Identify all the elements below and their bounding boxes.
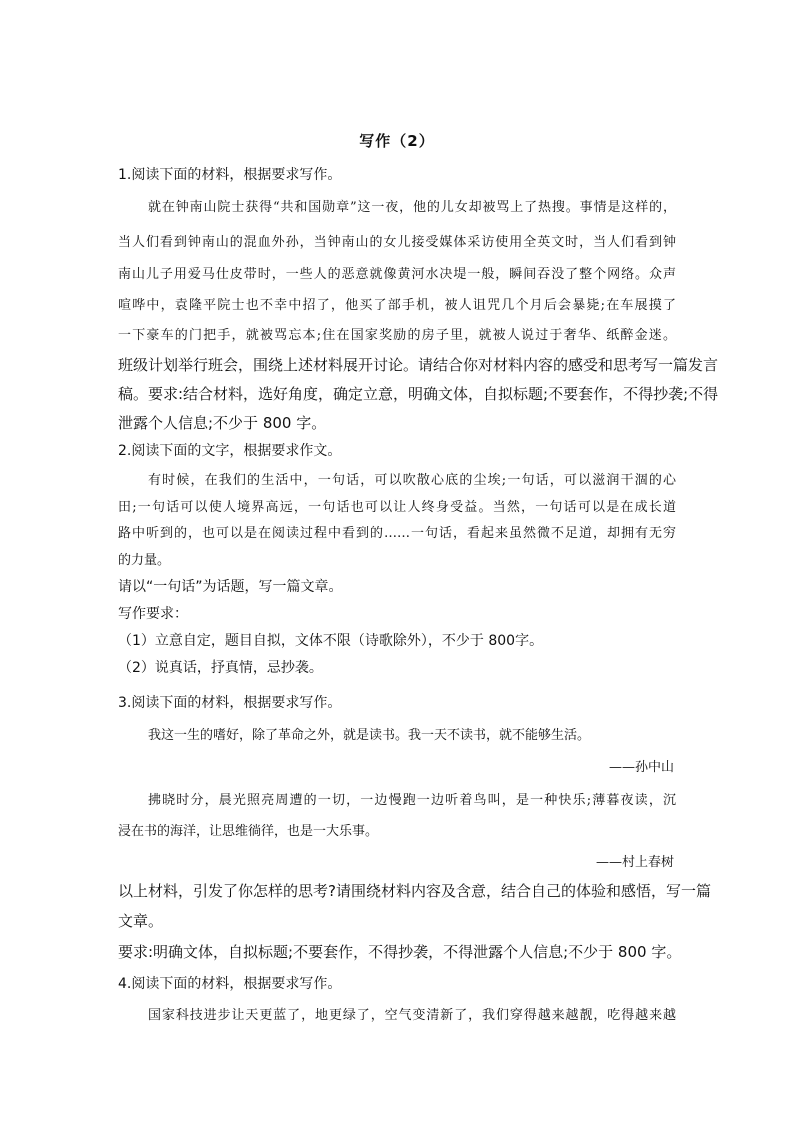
question-1-requirement-line: 班级计划举行班会，围绕上述材料展开讨论。请结合你对材料内容的感受和思考写一篇发言 [118, 356, 719, 374]
question-3-quote: 我这一生的嗜好，除了革命之外，就是读书。我一天不读书，就不能够生活。 [148, 728, 591, 743]
question-2-material-line: 田;一句话可以使人境界高远，一句话也可以让人终身受益。当然，一句话可以是在成长道 [118, 500, 676, 515]
question-1-material-line: 南山儿子用爱马仕皮带时，一些人的恶意就像黄河水决堤一般，瞬间吞没了整个网络。众声 [118, 267, 676, 282]
question-3-requirement-line: 文章。 [118, 912, 164, 930]
question-1-heading: 1.阅读下面的材料，根据要求写作。 [118, 167, 342, 183]
question-2-requirement-line: 写作要求： [118, 606, 188, 622]
question-4-heading: 4.阅读下面的材料，根据要求写作。 [118, 976, 342, 992]
question-1-material-line: 喧哗中，袁隆平院士也不幸中招了，他买了部手机，被人诅咒几个月后会暴毙;在车展摸了 [118, 298, 676, 313]
question-1-requirement-line: 稿。要求:结合材料，选好角度，确定立意，明确文体，自拟标题;不要套作，不得抄袭;不得 [118, 385, 719, 403]
page-title: 写作（2） [359, 132, 435, 150]
question-3-attribution: ——孙中山 [608, 760, 674, 775]
question-1-material-line: 当人们看到钟南山的混血外孙，当钟南山的女儿接受媒体采访使用全英文时，当人们看到钟 [118, 235, 676, 250]
question-2-material-line: 路中听到的，也可以是在阅读过程中看到的……一句话，看起来虽然微不足道，却拥有无穷 [118, 526, 676, 541]
question-2-requirement-line: （2）说真话，抒真情，忌抄袭。 [118, 660, 323, 676]
question-1-material-line: 一下豪车的门把手，就被骂忘本;住在国家奖励的房子里，就被人说过于奢华、纸醉金迷。 [118, 328, 676, 343]
question-2-material-line: 有时候，在我们的生活中，一句话，可以吹散心底的尘埃;一句话，可以滋润干涸的心 [148, 473, 676, 488]
question-2-requirement-line: 请以“一句话”为话题，写一篇文章。 [118, 579, 343, 595]
question-3-requirement-line: 要求:明确文体，自拟标题;不要套作，不得抄袭，不得泄露个人信息;不少于 800 字。 [118, 943, 682, 961]
question-3-requirement-line: 以上材料，引发了你怎样的思考?请围绕材料内容及含意，结合自己的体验和感悟，写一篇 [118, 882, 711, 900]
question-3-quote: 拂晓时分，晨光照亮周遭的一切，一边慢跑一边听着鸟叫，是一种快乐;薄暮夜读，沉 [148, 793, 676, 808]
question-3-attribution: ——村上春树 [595, 855, 674, 870]
question-2-material-line: 的力量。 [118, 553, 171, 568]
question-1-requirement-line: 泄露个人信息;不少于 800 字。 [118, 414, 327, 432]
question-2-heading: 2.阅读下面的文字，根据要求作文。 [118, 443, 342, 459]
question-2-requirement-line: （1）立意自定，题目自拟，文体不限（诗歌除外），不少于 800字。 [118, 633, 544, 649]
question-3-quote: 浸在书的海洋，让思维徜徉，也是一大乐事。 [118, 824, 379, 839]
question-4-material-line: 国家科技进步让天更蓝了，地更绿了，空气变清新了，我们穿得越来越靓，吃得越来越 [148, 1008, 676, 1023]
question-3-heading: 3.阅读下面的材料，根据要求写作。 [118, 695, 342, 711]
question-1-material-line: 就在钟南山院士获得“共和国勋章”这一夜，他的儿女却被骂上了热搜。事情是这样的， [148, 200, 676, 215]
